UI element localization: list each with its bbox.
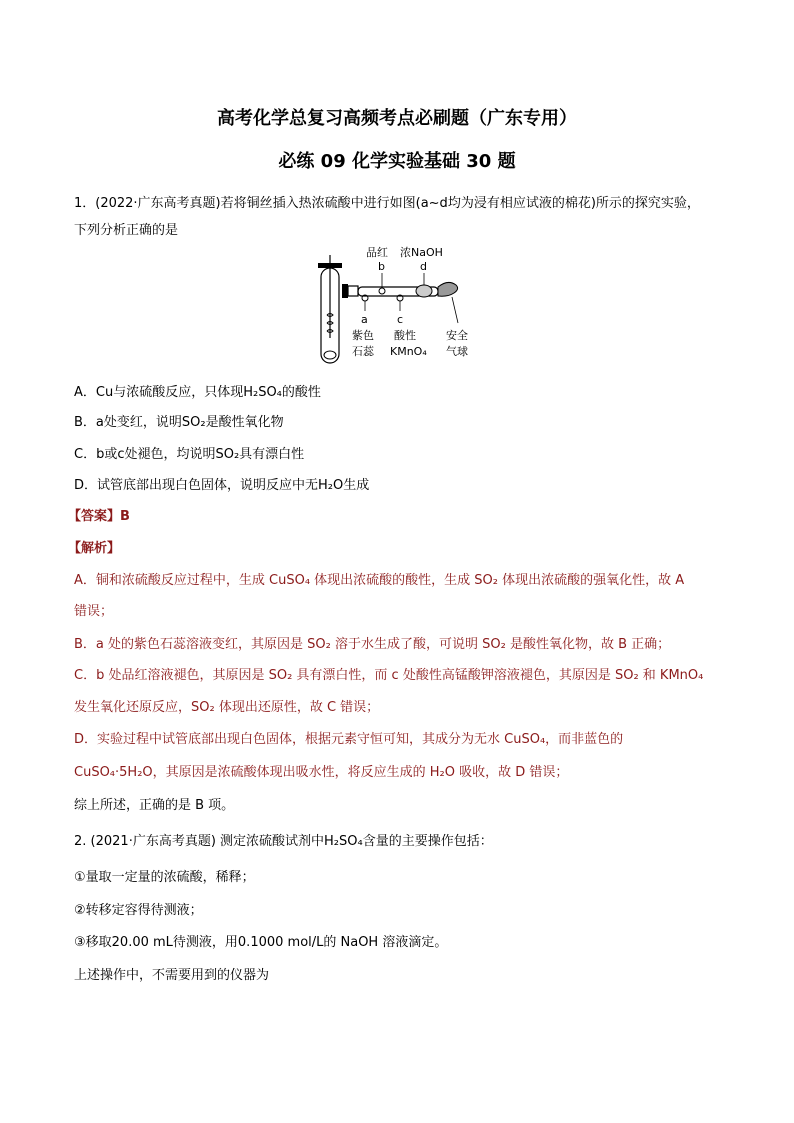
q1-option-b: B．a处变红，说明SO₂是酸性氧化物 bbox=[74, 415, 284, 430]
q1-option-d: D．试管底部出现白色固体，说明反应中无H₂O生成 bbox=[74, 478, 370, 493]
label-naoh: 浓NaOH bbox=[400, 246, 443, 259]
q1-option-c: C．b或c处褪色，均说明SO₂具有漂白性 bbox=[74, 447, 305, 462]
q1-stem-line2: 下列分析正确的是 bbox=[74, 223, 179, 238]
safety-balloon bbox=[438, 282, 458, 296]
side-stopper bbox=[348, 286, 358, 296]
label-zise: 紫色 bbox=[352, 329, 374, 342]
cotton-d bbox=[416, 285, 432, 297]
document-subtitle: 必练 09 化学实验基础 30 题 bbox=[278, 151, 516, 172]
q2-question: 上述操作中，不需要用到的仪器为 bbox=[74, 968, 270, 983]
q2-step1: ①量取一定量的浓硫酸，稀释； bbox=[74, 870, 255, 885]
analysis-line: B．a 处的紫色石蕊溶液变红，其原因是 SO₂ 溶于水生成了酸，可说明 SO₂ 是酸性氧化物，故 B 正确； bbox=[74, 637, 671, 652]
label-pinhong: 品红 bbox=[366, 246, 388, 259]
q1-answer: 【答案】B bbox=[68, 509, 130, 524]
analysis-line: 发生氧化还原反应，SO₂ 体现出还原性，故 C 错误； bbox=[74, 700, 380, 715]
q1-analysis-label: 【解析】 bbox=[68, 541, 121, 556]
q1-conclusion: 综上所述，正确的是 B 项。 bbox=[74, 798, 235, 813]
side-connector bbox=[342, 284, 348, 298]
q1-stem-line1: 1．(2022·广东高考真题)若将铜丝插入热浓硫酸中进行如图(a~d均为浸有相应试液的棉花)所示的探究实验， bbox=[74, 196, 700, 211]
label-c: c bbox=[397, 313, 404, 326]
analysis-line: A．铜和浓硫酸反应过程中，生成 CuSO₄ 体现出浓硫酸的酸性，生成 SO₂ 体现出浓硫酸的强氧化性，故 A bbox=[74, 573, 685, 588]
q2-stem: 2. (2021·广东高考真题) 测定浓硫酸试剂中H₂SO₄含量的主要操作包括： bbox=[74, 834, 493, 849]
label-suanxing: 酸性 bbox=[394, 329, 416, 342]
document-title: 高考化学总复习高频考点必刷题（广东专用） bbox=[217, 108, 577, 129]
label-qiqiu: 气球 bbox=[446, 345, 468, 358]
q2-step2: ②转移定容得待测液； bbox=[74, 903, 203, 918]
label-a: a bbox=[361, 313, 368, 326]
q1-option-a: A．Cu与浓硫酸反应，只体现H₂SO₄的酸性 bbox=[74, 385, 321, 400]
analysis-line: CuSO₄·5H₂O，其原因是浓硫酸体现出吸水性，将反应生成的 H₂O 吸收，故 D 错误； bbox=[74, 765, 569, 780]
cotton-b bbox=[379, 288, 385, 294]
label-anquan: 安全 bbox=[446, 329, 468, 342]
label-kmno4: KMnO₄ bbox=[390, 345, 427, 358]
label-d: d bbox=[420, 260, 427, 273]
label-b: b bbox=[378, 260, 385, 273]
label-shirui: 石蕊 bbox=[352, 345, 374, 358]
apparatus-figure bbox=[318, 243, 493, 368]
q2-step3: ③移取20.00 mL待测液，用0.1000 mol/L的 NaOH 溶液滴定。 bbox=[74, 935, 448, 950]
analysis-line: 错误； bbox=[74, 604, 114, 619]
analysis-line: C．b 处品红溶液褪色，其原因是 SO₂ 具有漂白性，而 c 处酸性高锰酸钾溶液褪色，其原因是 SO₂ 和 KMnO₄ bbox=[74, 668, 704, 683]
analysis-line: D．实验过程中试管底部出现白色固体，根据元素守恒可知，其成分为无水 CuSO₄，而非蓝色的 bbox=[74, 732, 624, 747]
liquid-bottom bbox=[324, 351, 336, 359]
